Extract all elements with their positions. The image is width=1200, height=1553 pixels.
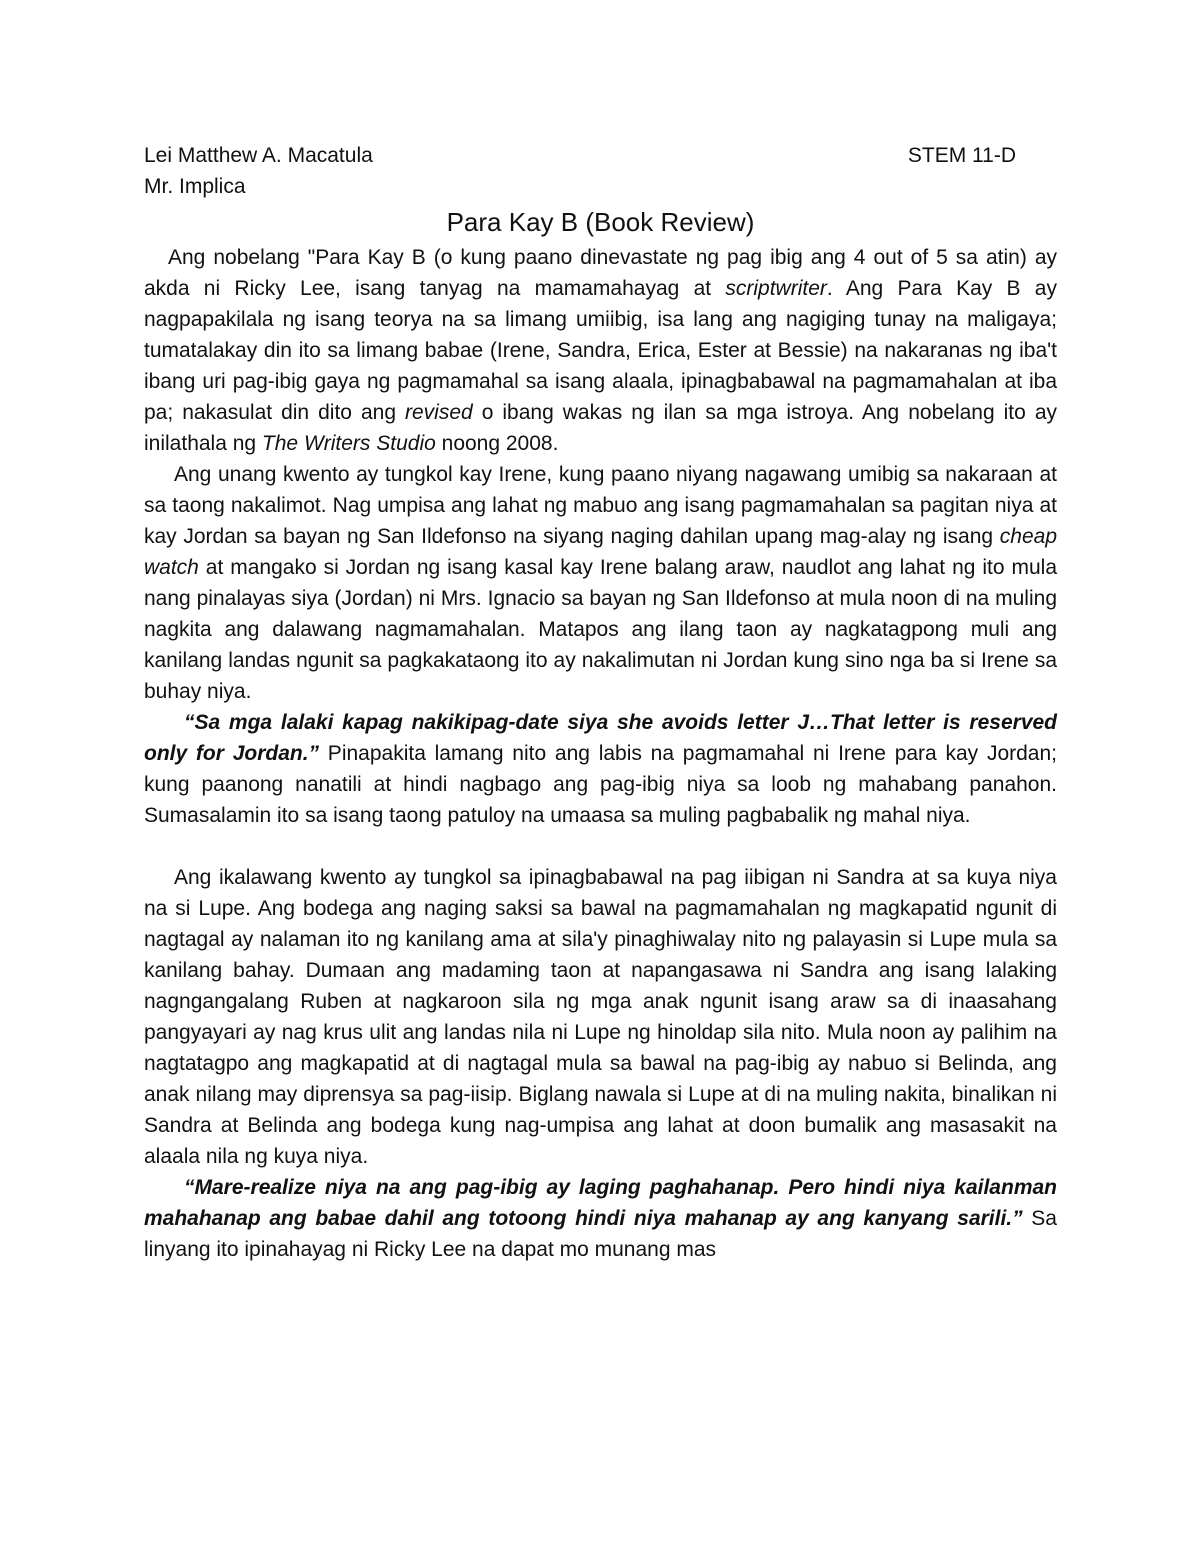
document-page (144, 140, 1057, 1265)
text-run-italic: scriptwriter (725, 277, 827, 300)
text-run-italic: The Writers Studio (261, 432, 436, 455)
text-run: at mangako si Jordan ng isang kasal kay Irene balang araw, naudlot ang lahat ng ito mula nang pinalayas siya (Jordan) ni Mrs. Ignacio sa bayan ng San Ildefonso at mula noon di na muling nagkita ang dalawang nagmamahalan. Matapos ang ilang taon ay nagkatagpong muli ang kanilang landas ngunit sa pagkakataong ito ay nakalimutan ni Jordan kung sino nga ba si Irene sa buhay niya. (144, 556, 1057, 703)
class-section: STEM 11-D (907, 144, 1016, 167)
paragraph-irene-story (144, 459, 1057, 707)
text-run: . Ang Para Kay B ay nagpapakilala ng isang teorya na sa limang umiibig, isa lang ang nagiging tunay na maligaya; tumatalakay din ito sa limang babae (Irene, Sandra, Erica, Ester at Bessie) na nakaranas ng iba't ibang uri pag-ibig gaya ng pagmamahal sa isang alaala, ipinagbabawal na pagmamahalan at iba pa; nakasulat din dito ang (144, 277, 1057, 424)
text-run: Ang nobelang "Para Kay B (o kung paano dinevastate ng pag ibig ang 4 out of 5 sa atin) ay akda ni Ricky Lee, isang tanyag na mamamahayag at (144, 246, 1057, 300)
paragraph-irene-quote (144, 707, 1057, 831)
document-title: Para Kay B (Book Review) (446, 207, 755, 237)
text-run: o ibang wakas ng ilan sa mga istroya. Ang nobelang ito ay inilathala ng (144, 401, 1057, 455)
text-run: Ang ikalawang kwento ay tungkol sa ipinagbabawal na pag iibigan ni Sandra at sa kuya niya na si Lupe. Ang bodega ang naging saksi sa bawal na pagmamahalan ng magkapatid ngunit di nagtagal ay nalaman ito ng kanilang ama at sila'y pinaghiwalay nito ng palayasin si Lupe mula sa kanilang bahay. Dumaan ang madaming taon at napangasawa ni Sandra ang isang lalaking nagngangalang Ruben at nagkaroon sila ng mga anak ngunit isang araw sa di inaasahang pangyayari ay nag krus ulit ang landas nila ni Lupe ng hinoldap sila nito. Mula noon ay palihim na nagtatagpo ang magkapatid at di nagtagal mula sa bawal na pag-ibig ay nabuo si Belinda, ang anak nilang may diprensya sa pag-iisip. Biglang nawala si Lupe at di na muling nakita, binalikan ni Sandra at Belinda ang bodega kung nag-umpisa ang lahat at doon bumalik ang masasakit na alaala nila ng kuya niya. (144, 866, 1057, 1168)
text-run-italic: cheap watch (144, 525, 1057, 579)
text-run: Ang unang kwento ay tungkol kay Irene, kung paano niyang nagawang umibig sa nakaraan at sa taong nakalimot. Nag umpisa ang lahat ng mabuo ang isang pagmamahalan sa pagitan niya at kay Jordan sa bayan ng San Ildefonso na siyang naging dahilan upang mag-alay ng isang (144, 463, 1057, 548)
text-run: Pinapakita lamang nito ang labis na pagmamahal ni Irene para kay Jordan; kung paanong nanatili at hindi nagbago ang pag-ibig niya sa loob ng mahabang panahon. Sumasalamin ito sa isang taong patuloy na umaasa sa muling pagbabalik ng mahal niya. (144, 742, 1057, 827)
quote-text: “Sa mga lalaki kapag nakikipag-date siya she avoids letter J…That letter is reserved only for Jordan.” (144, 711, 1057, 765)
paragraph-intro (144, 242, 1057, 459)
quote-text: “Mare-realize niya na ang pag-ibig ay laging paghahanap. Pero hindi niya kailanman mahahanap ang babae dahil ang totoong hindi niya mahanap ay ang kanyang sarili.” (144, 1176, 1057, 1230)
teacher-name: Mr. Implica (144, 175, 246, 198)
header-row (144, 140, 1057, 171)
blank-line (144, 831, 1057, 862)
text-run: Sa linyang ito ipinahayag ni Ricky Lee na dapat mo munang mas (144, 1207, 1057, 1261)
text-run-italic: revised (405, 401, 473, 424)
paragraph-sandra-story (144, 862, 1057, 1172)
paragraph-sandra-quote (144, 1172, 1057, 1265)
text-run: noong 2008. (435, 432, 559, 455)
author-name: Lei Matthew A. Macatula (144, 144, 373, 167)
